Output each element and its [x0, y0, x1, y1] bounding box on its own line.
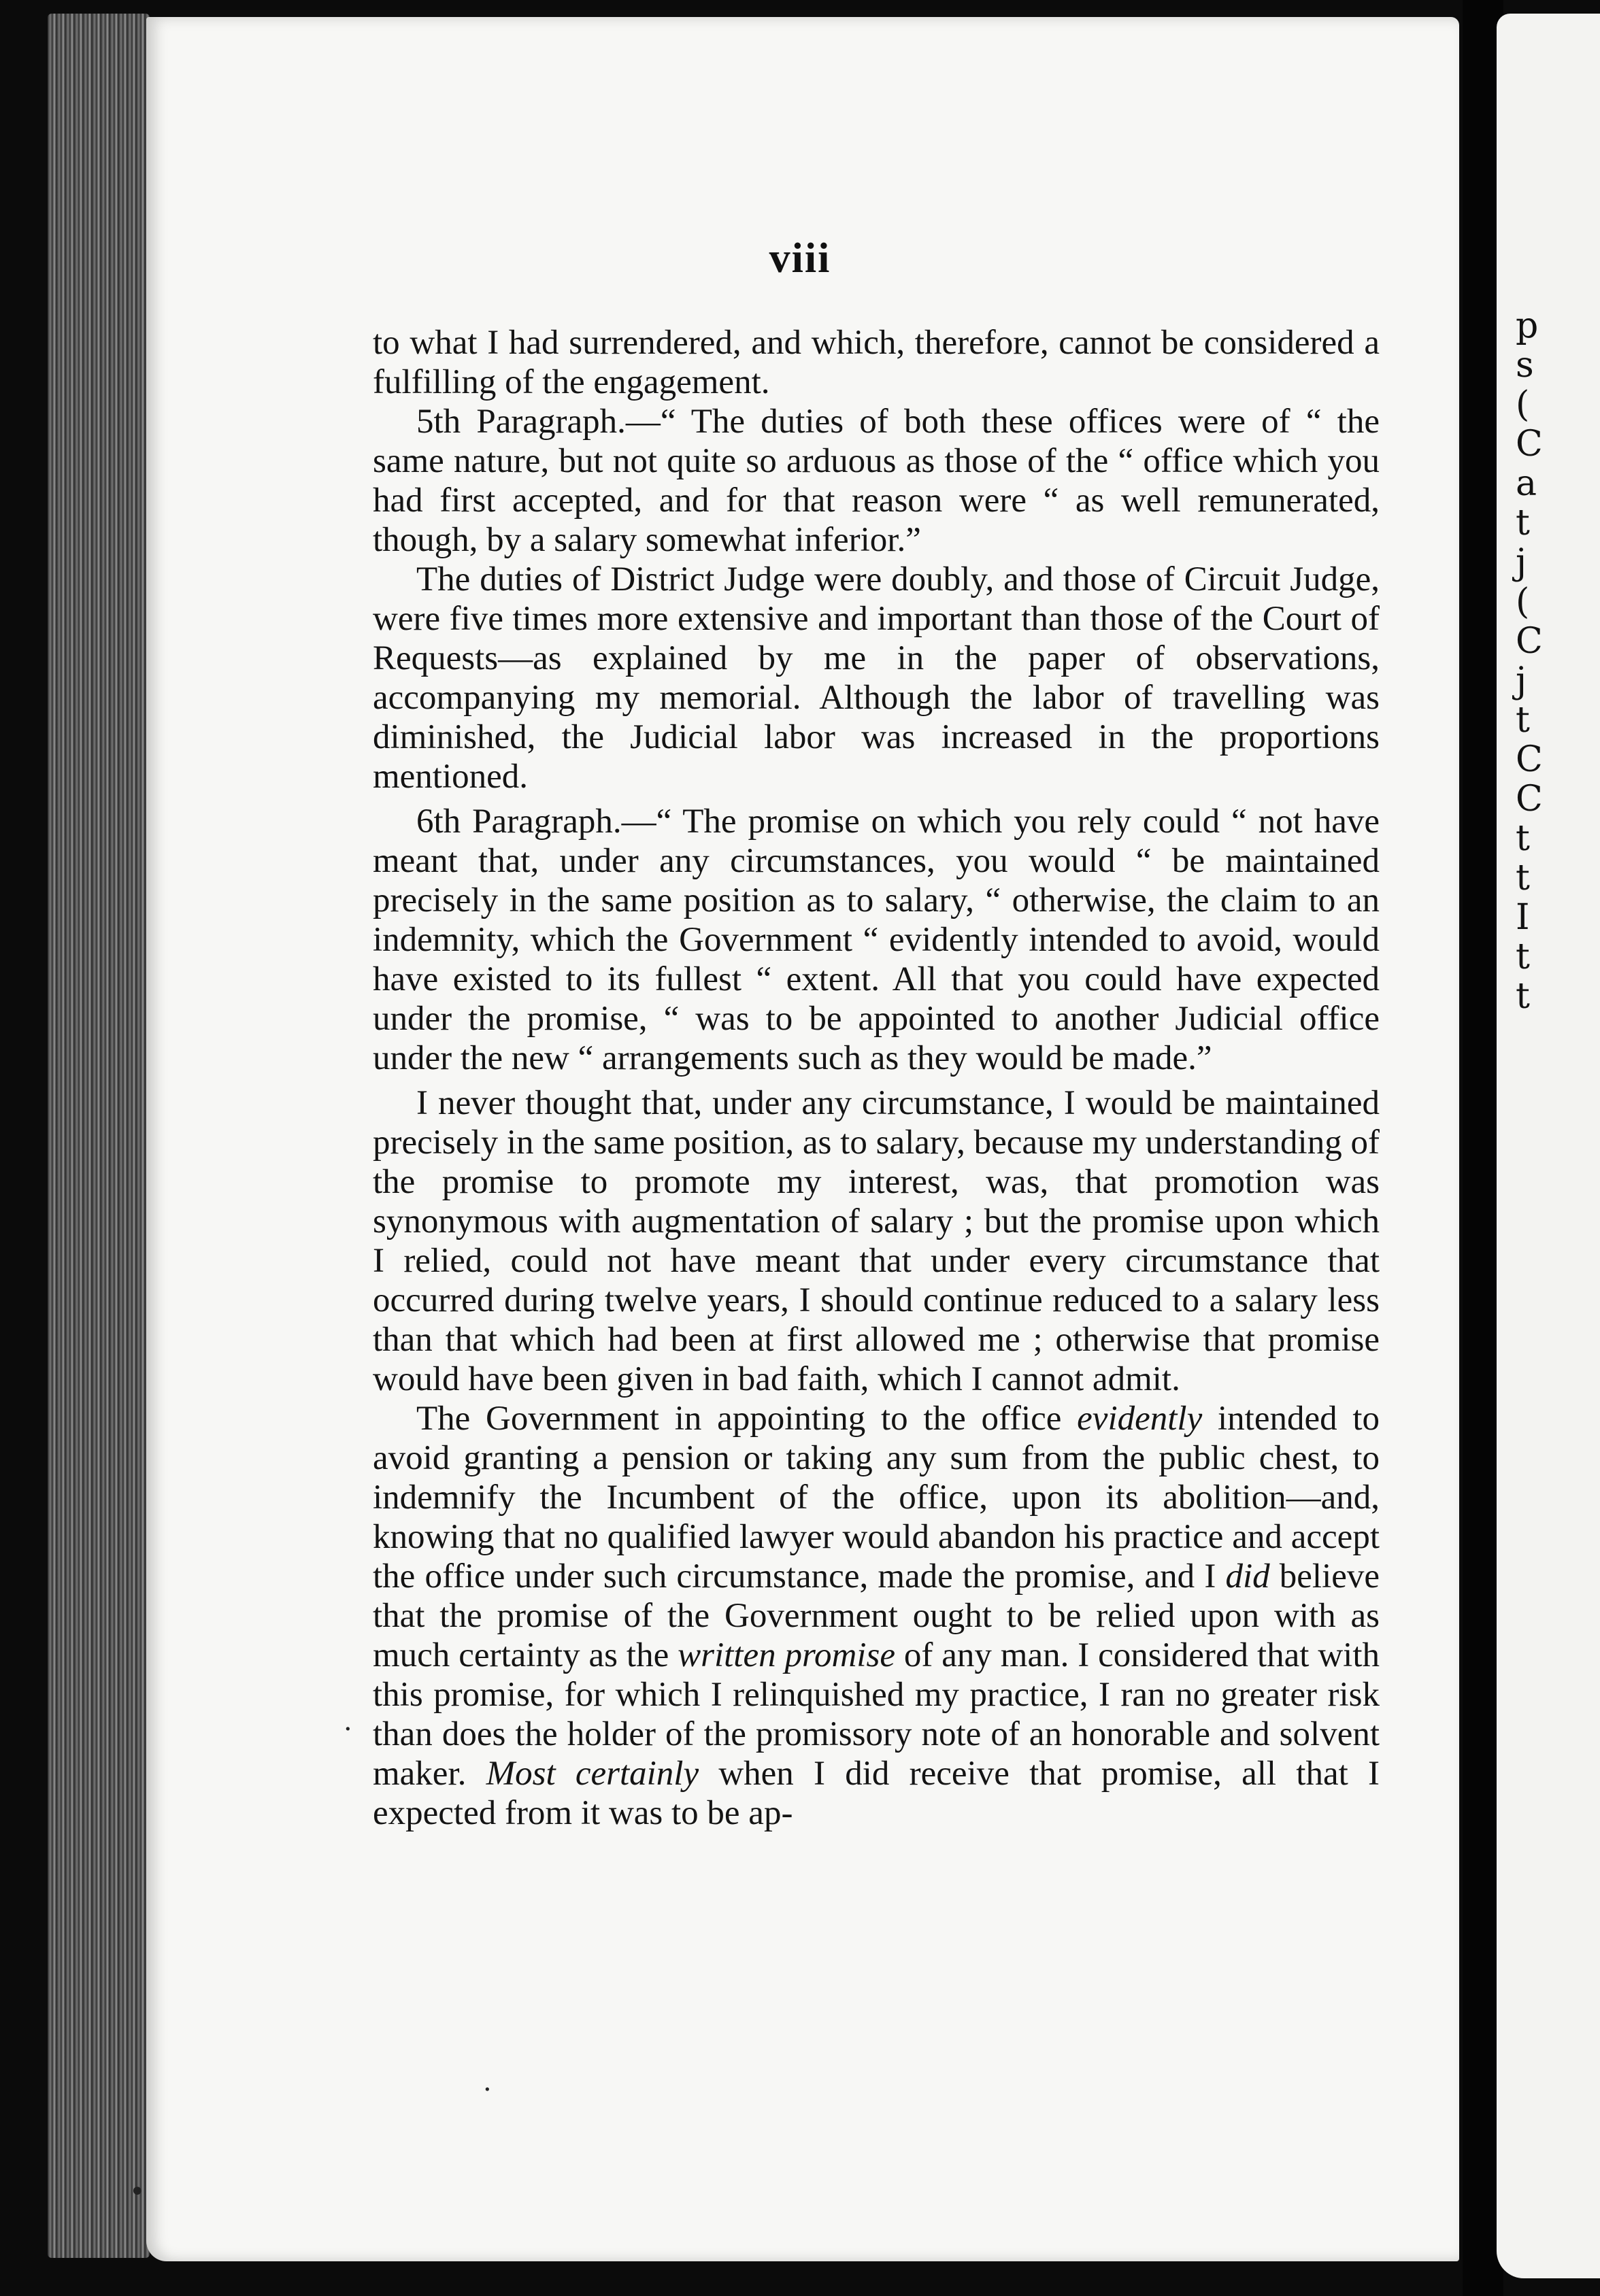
paragraph-never-thought: I never thought that, under any circumstance, I would be maintained precisely in the same position, as to salary, because my understanding of the promise to promote my interest, was, that promotion was synonymous with augmentation of salary ; but the promise upon which I relied, could not have meant that under every circumstance that occurred during twelve years, I should continue reduced to a salary less than that which had been at first allowed me ; otherwise that promise would have been given in bad faith, which I cannot admit.	[373, 1084, 1380, 1398]
paragraph-continuation: to what I had surrendered, and which, therefore, cannot be considered a fulfilling of the engagement.	[373, 324, 1380, 401]
text-run: believe that the promise of the Government ought to be relied upon with as much certainty as the	[373, 1557, 1380, 1674]
adjacent-page-letters: p s ( C a t j ( C j t C C t t I t t	[1516, 305, 1543, 1017]
text-run: of any man. I considered that with this promise, for which I relinquished my practice, I ran no greater risk than does the holder of the promissory note of an honorable and solvent maker.	[373, 1636, 1380, 1793]
paragraph-duties-response: The duties of District Judge were doubly, and those of Circuit Judge, were five times more extensive and important than those of the Court of Requests—as explained by me in the paper of observations, accompanying my memorial. Although the labor of travelling was diminished, the Judicial labor was increased in the proportions mentioned.	[373, 560, 1380, 796]
page-number: viii	[769, 235, 831, 282]
paragraph-6th-quote: 6th Paragraph.—“ The promise on which you rely could “ not have meant that, under any circumstances, you would “ be maintained precisely in the same position as to salary, “ otherwise, the claim to an indemnity, which the Government “ evidently intended to avoid, would have existed to its fullest “ extent. All that you could have expected under the promise, “ was to be appointed to another Judicial office under the new “ arrangements such as they would be made.”	[373, 803, 1380, 1077]
book-fore-edge	[48, 14, 150, 2258]
paragraph-5th-quote: 5th Paragraph.—“ The duties of both these offices were of “ the same nature, but not quite so arduous as those of the “ office which you had first accepted, and for that reason were “ as well remunerated, though, by a salary somewhat inferior.”	[373, 403, 1380, 559]
emphasis-written-promise: written promise	[678, 1636, 895, 1674]
text-run: when I did receive that promise, all that I expected from it was to be ap-	[373, 1755, 1380, 1832]
emphasis-evidently: evidently	[1077, 1400, 1203, 1438]
emphasis-most-certainly: Most certainly	[486, 1755, 699, 1793]
text-run: intended to avoid granting a pension or taking any sum from the public chest, to indemnify the Incumbent of the office, upon its abolition—and, knowing that no qualified lawyer would abandon his practice and accept the office under such circumstance, made the promise, and I	[373, 1400, 1380, 1596]
text-run: The Government in appointing to the office	[416, 1400, 1078, 1438]
paragraph-government-appointing	[373, 1399, 1380, 1833]
stray-ink-dot: •	[129, 2176, 146, 2208]
adjacent-page-edge	[1497, 14, 1600, 2278]
page-body-text	[373, 323, 1380, 1833]
margin-ink-mark: ·	[344, 1714, 352, 1745]
emphasis-did: did	[1225, 1557, 1270, 1596]
stray-ink-mark: ·	[483, 2074, 492, 2106]
